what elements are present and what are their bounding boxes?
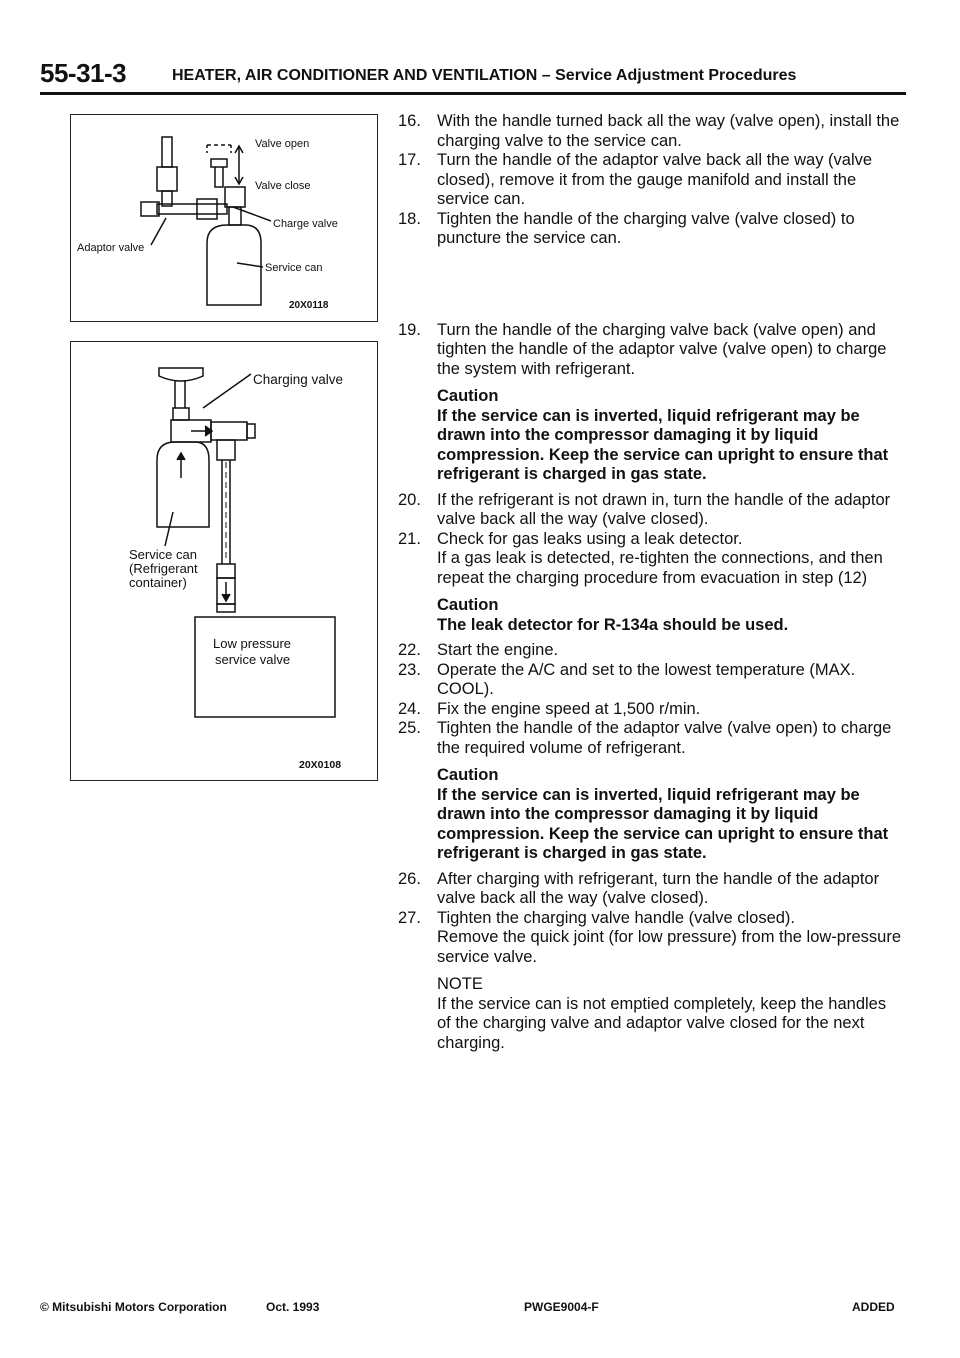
note: NOTE If the service can is not emptied completely, keep the handles of the charging valve and adaptor valve closed for the next charging. xyxy=(437,975,887,1052)
adaptor-valve-top xyxy=(162,137,172,167)
figure2-drawing xyxy=(71,342,377,780)
step-17: 17. Turn the handle of the adaptor valve back all the way (valve closed), remove it from the gauge manifold and install the service can. xyxy=(398,151,873,208)
service-can-refrigerant xyxy=(157,442,209,527)
step-24: 24. Fix the engine speed at 1,500 r/min. xyxy=(398,699,701,718)
label-low-pressure-line2: service valve xyxy=(215,652,291,667)
adaptor-valve-body xyxy=(157,167,177,191)
label-charge-valve: Charge valve xyxy=(273,218,338,230)
label-service-can-line2: (Refrigerant xyxy=(129,561,198,576)
step-27: 27. Tighten the charging valve handle (valve closed). Remove the quick joint (for low pressure) from the low-pressure service valve. xyxy=(398,908,902,966)
step-16: 16. With the handle turned back all the way (valve open), install the charging valve to the service can. xyxy=(398,112,900,150)
label-charging-valve: Charging valve xyxy=(253,372,344,387)
low-pressure-service-valve xyxy=(195,617,335,717)
label-adaptor-valve: Adaptor valve xyxy=(77,242,145,254)
step-22: 22. Start the engine. xyxy=(398,641,559,659)
footer-copyright: © Mitsubishi Motors Corporation xyxy=(40,1300,227,1314)
step-25: 25. Tighten the handle of the adaptor valve (valve open) to charge the required volume of refrigerant. xyxy=(398,719,892,757)
page-number: 55-31-3 xyxy=(40,58,127,88)
figure-charging-valve-install xyxy=(70,114,378,322)
step-18: 18. Tighten the handle of the charging valve (valve closed) to puncture the service can. xyxy=(398,209,855,247)
figure1-code: 20X0118 xyxy=(289,300,329,311)
charging-valve-handle xyxy=(159,368,203,381)
procedure-steps xyxy=(398,112,904,1059)
charge-valve-body xyxy=(225,187,245,207)
caution-2: Caution The leak detector for R-134a should be used. xyxy=(437,596,789,634)
figure2-code: 20X0108 xyxy=(299,759,342,771)
header-title xyxy=(172,67,796,85)
adaptor-pipe-joint xyxy=(197,199,217,219)
figure1-drawing xyxy=(71,115,377,321)
footer-code: PWGE9004-F xyxy=(524,1300,599,1314)
step-20: 20. If the refrigerant is not drawn in, turn the handle of the adaptor valve back all the way (valve closed). xyxy=(398,490,891,528)
label-valve-close: Valve close xyxy=(255,180,311,192)
label-service-can-line3: container) xyxy=(129,575,187,590)
page-header xyxy=(40,58,906,95)
label-service-can-line1: Service can xyxy=(129,547,197,562)
step-23: 23. Operate the A/C and set to the lowest temperature (MAX. COOL). xyxy=(398,660,856,698)
caution-3: Caution If the service can is inverted, liquid refrigerant may be drawn into the compressor damaging it by liquid compression. Keep the service can upright to ensure that refrigerant is charged in gas state. xyxy=(437,766,889,862)
charging-valve-body xyxy=(173,408,189,420)
figure-charging-setup xyxy=(70,341,378,781)
header-subtitle: – Service Adjustment Procedures xyxy=(541,67,797,84)
step-21: 21. Check for gas leaks using a leak detector. If a gas leak is detected, re-tighten the connections, and then repeat the charging procedure from evacuation in step (12) xyxy=(398,529,883,587)
label-valve-open: Valve open xyxy=(255,138,310,150)
step-19: 19. Turn the handle of the charging valve back (valve open) and tighten the handle of the adaptor valve (valve open) to charge the system with refrigerant. xyxy=(398,320,887,378)
footer-status: ADDED xyxy=(852,1300,895,1314)
label-low-pressure-line1: Low pressure xyxy=(213,636,292,651)
header-title-main: HEATER, AIR CONDITIONER AND VENTILATION xyxy=(172,67,538,84)
label-service-can: Service can xyxy=(265,262,323,274)
quick-joint xyxy=(217,564,235,578)
footer-date: Oct. 1993 xyxy=(266,1300,320,1314)
hose-upper xyxy=(217,440,235,460)
valve-handle xyxy=(211,159,227,187)
step-26: 26. After charging with refrigerant, turn the handle of the adaptor valve back all the way (valve closed). xyxy=(398,869,880,907)
caution-1: Caution If the service can is inverted, liquid refrigerant may be drawn into the compressor damaging it by liquid compression. Keep the service can upright to ensure that refrigerant is charged in gas state. xyxy=(437,387,889,483)
